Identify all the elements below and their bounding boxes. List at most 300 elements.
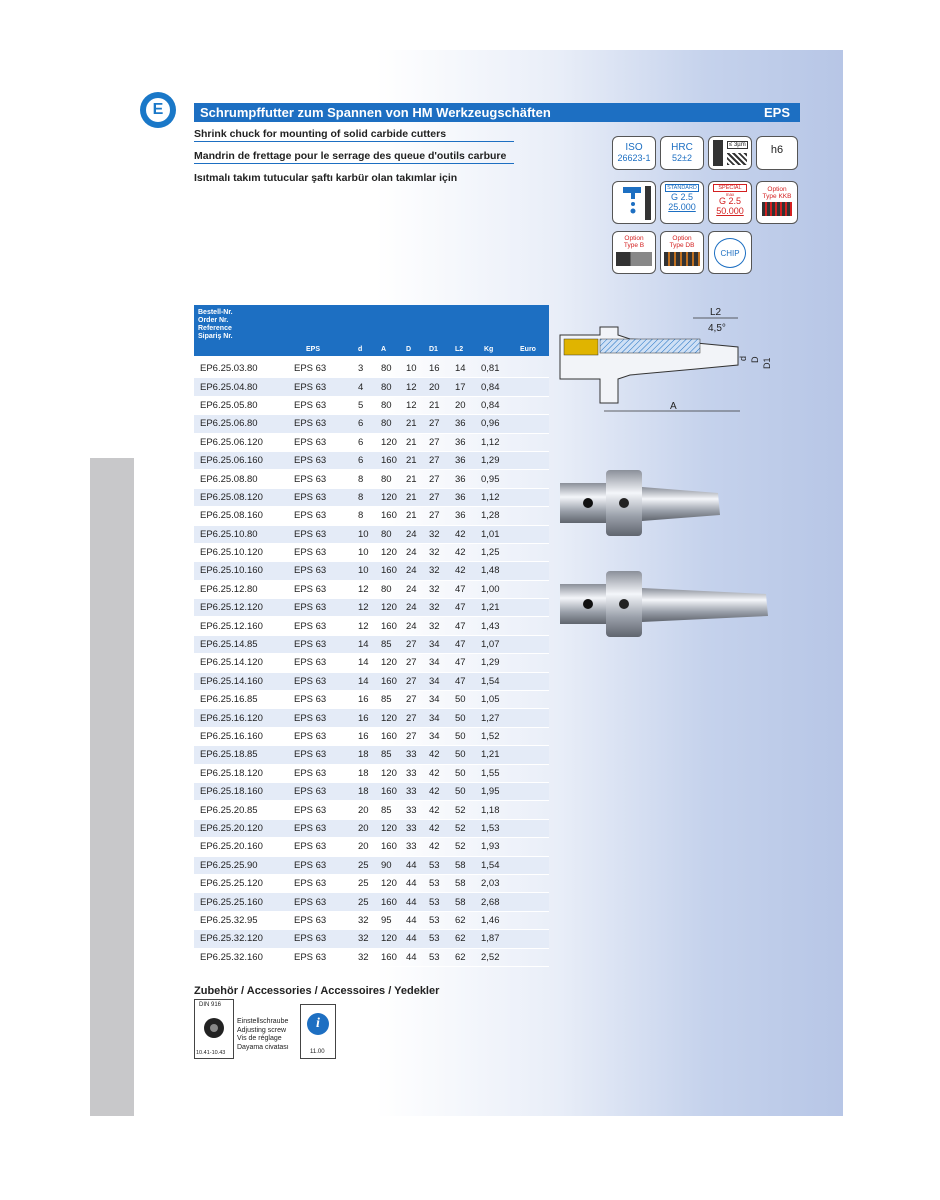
table-cell: EP6.25.20.85 bbox=[200, 804, 258, 816]
table-cell: 1,52 bbox=[481, 731, 500, 742]
table-cell: 36 bbox=[455, 455, 466, 467]
table-cell: 12 bbox=[358, 583, 369, 595]
table-cell: EP6.25.08.120 bbox=[200, 491, 263, 503]
table-cell: 0,84 bbox=[481, 381, 500, 393]
table-cell: 1,46 bbox=[481, 914, 500, 926]
table-cell: 21 bbox=[406, 510, 417, 522]
table-row bbox=[194, 801, 549, 819]
table-cell: 12 bbox=[406, 399, 417, 411]
table-row bbox=[194, 838, 549, 856]
table-cell: 27 bbox=[429, 418, 440, 430]
table-cell: 2,68 bbox=[481, 896, 500, 908]
table-cell: 32 bbox=[358, 933, 369, 945]
table-cell: 80 bbox=[381, 381, 392, 393]
table-row bbox=[194, 489, 549, 507]
iso-label: ISO bbox=[625, 142, 643, 153]
table-cell: EP6.25.12.120 bbox=[200, 602, 263, 614]
table-cell: 44 bbox=[406, 914, 417, 926]
option-b-type: Type B bbox=[623, 242, 645, 249]
table-cell: 21 bbox=[406, 436, 417, 448]
special-rpm: 50.000 bbox=[716, 206, 744, 216]
table-cell: EP6.25.08.80 bbox=[200, 473, 258, 485]
table-cell: 44 bbox=[406, 896, 417, 908]
table-cell: 24 bbox=[406, 602, 417, 614]
table-cell: 120 bbox=[381, 878, 397, 890]
standard-label: STANDARD bbox=[665, 184, 699, 192]
table-cell: 50 bbox=[455, 786, 466, 798]
info-box[interactable] bbox=[300, 1004, 336, 1059]
table-cell: 80 bbox=[381, 399, 392, 411]
option-kkb-label: Option bbox=[767, 186, 787, 193]
table-cell: 27 bbox=[406, 712, 417, 724]
table-row bbox=[194, 857, 549, 875]
table-cell: 62 bbox=[455, 914, 466, 926]
table-cell: 1,25 bbox=[481, 547, 500, 559]
accessory-screw[interactable] bbox=[194, 999, 234, 1059]
table-cell: 58 bbox=[455, 896, 466, 908]
table-cell: 24 bbox=[406, 565, 417, 577]
table-cell: EP6.25.18.120 bbox=[200, 767, 263, 779]
header-line: Bestell-Nr. bbox=[198, 309, 233, 316]
table-cell: 53 bbox=[429, 933, 440, 945]
subtitle-en: Shrink chuck for mounting of solid carbide cutters bbox=[194, 127, 514, 142]
table-row bbox=[194, 452, 549, 470]
table-cell: EPS 63 bbox=[294, 933, 327, 945]
table-cell: 160 bbox=[381, 620, 397, 632]
table-cell: EP6.25.12.160 bbox=[200, 620, 263, 632]
table-cell: EP6.25.06.120 bbox=[200, 436, 263, 448]
table-cell: 1,05 bbox=[481, 694, 500, 706]
table-cell: 14 bbox=[358, 657, 369, 669]
table-cell: EP6.25.03.80 bbox=[200, 363, 258, 375]
table-cell: 34 bbox=[429, 639, 440, 651]
table-cell: EPS 63 bbox=[294, 731, 327, 742]
table-cell: EP6.25.14.85 bbox=[200, 639, 258, 651]
table-cell: 27 bbox=[406, 731, 417, 742]
runout-icon bbox=[713, 140, 723, 166]
table-cell: 12 bbox=[358, 602, 369, 614]
coolant-badge bbox=[612, 181, 656, 224]
table-cell: 36 bbox=[455, 473, 466, 485]
table-cell: 32 bbox=[429, 583, 440, 595]
option-db-label: Option bbox=[672, 235, 692, 242]
table-cell: 20 bbox=[455, 399, 466, 411]
table-cell: EPS 63 bbox=[294, 767, 327, 779]
table-cell: 1,21 bbox=[481, 602, 500, 614]
table-cell: 2,52 bbox=[481, 951, 500, 963]
table-cell: EP6.25.08.160 bbox=[200, 510, 263, 522]
option-db-icon bbox=[664, 252, 700, 266]
kkb-icon bbox=[762, 202, 792, 216]
special-balance: G 2.5 bbox=[718, 196, 741, 206]
option-db-badge bbox=[660, 231, 704, 274]
table-cell: 20 bbox=[358, 804, 369, 816]
table-cell: 33 bbox=[406, 786, 417, 798]
table-cell: 27 bbox=[406, 639, 417, 651]
special-label: SPECIAL bbox=[713, 184, 747, 192]
table-cell: 160 bbox=[381, 455, 397, 467]
table-cell: 27 bbox=[406, 657, 417, 669]
table-row bbox=[194, 434, 549, 452]
screw-icon bbox=[204, 1018, 224, 1038]
table-cell: 42 bbox=[455, 565, 466, 577]
table-cell: EPS 63 bbox=[294, 528, 327, 540]
table-cell: EPS 63 bbox=[294, 455, 327, 467]
table-cell: EPS 63 bbox=[294, 510, 327, 522]
table-cell: 25 bbox=[358, 896, 369, 908]
label-angle: 4,5° bbox=[708, 323, 726, 334]
table-cell: EPS 63 bbox=[294, 841, 327, 853]
description-line: Adjusting screw bbox=[237, 1026, 287, 1034]
table-cell: 24 bbox=[406, 620, 417, 632]
table-cell: 47 bbox=[455, 675, 466, 687]
table-cell: 53 bbox=[429, 914, 440, 926]
header-line: Sipariş Nr. bbox=[198, 333, 233, 340]
table-cell: 47 bbox=[455, 657, 466, 669]
table-cell: EPS 63 bbox=[294, 786, 327, 798]
table-cell: 14 bbox=[455, 363, 466, 375]
table-cell: 10 bbox=[406, 363, 417, 375]
table-cell: 1,93 bbox=[481, 841, 500, 853]
table-cell: EP6.25.20.160 bbox=[200, 841, 263, 853]
table-cell: 50 bbox=[455, 712, 466, 724]
product-photo-short bbox=[558, 465, 778, 545]
col-a: A bbox=[381, 346, 387, 353]
table-cell: 120 bbox=[381, 602, 397, 614]
table-cell: 21 bbox=[406, 473, 417, 485]
tolerance-value: h6 bbox=[770, 144, 784, 156]
table-cell: 1,54 bbox=[481, 675, 500, 687]
table-cell: 33 bbox=[406, 749, 417, 761]
din-label: DIN 916 bbox=[199, 1002, 222, 1008]
table-cell: 52 bbox=[455, 822, 466, 834]
table-cell: 80 bbox=[381, 583, 392, 595]
table-cell: EP6.25.10.160 bbox=[200, 565, 263, 577]
table-cell: 47 bbox=[455, 583, 466, 595]
table-cell: 34 bbox=[429, 694, 440, 706]
table-cell: 27 bbox=[429, 455, 440, 467]
table-cell: 36 bbox=[455, 510, 466, 522]
table-cell: EP6.25.04.80 bbox=[200, 381, 258, 393]
table-cell: 16 bbox=[358, 712, 369, 724]
coolant-icon bbox=[613, 182, 656, 224]
table-cell: 42 bbox=[429, 804, 440, 816]
order-number-header bbox=[198, 309, 233, 341]
product-photo-long bbox=[558, 566, 778, 646]
table-cell: 1,48 bbox=[481, 565, 500, 577]
table-cell: EP6.25.14.120 bbox=[200, 657, 263, 669]
table-cell: 85 bbox=[381, 694, 392, 706]
col-l2: L2 bbox=[455, 346, 464, 353]
logo-letter: E bbox=[152, 101, 164, 118]
subtitle-tr: Isıtmalı takım tutucular şaftı karbür olan takımlar için bbox=[194, 172, 458, 184]
table-cell: 85 bbox=[381, 804, 392, 816]
table-cell: EPS 63 bbox=[294, 694, 327, 706]
standard-rpm: 25.000 bbox=[668, 202, 696, 212]
table-cell: 120 bbox=[381, 822, 397, 834]
hrc-label: HRC bbox=[671, 142, 693, 153]
special-balance-badge bbox=[708, 181, 752, 224]
option-db-type: Type DB bbox=[669, 242, 695, 249]
table-cell: EP6.25.18.85 bbox=[200, 749, 258, 761]
info-reference: 11.00 bbox=[310, 1049, 325, 1055]
standard-balance: G 2.5 bbox=[670, 192, 693, 202]
product-table bbox=[194, 360, 549, 967]
accessories-title: Zubehör / Accessories / Accessoires / Yedekler bbox=[194, 985, 440, 997]
table-cell: 1,27 bbox=[481, 712, 500, 724]
table-cell: 120 bbox=[381, 657, 397, 669]
table-cell: 16 bbox=[429, 363, 440, 375]
table-cell: EP6.25.12.80 bbox=[200, 583, 258, 595]
table-cell: 47 bbox=[455, 620, 466, 632]
table-cell: 1,00 bbox=[481, 583, 500, 595]
table-cell: 53 bbox=[429, 896, 440, 908]
table-cell: EPS 63 bbox=[294, 804, 327, 816]
label-d1: D1 bbox=[762, 357, 772, 369]
chip-icon: CHIP bbox=[714, 238, 746, 268]
table-cell: 8 bbox=[358, 491, 364, 503]
table-cell: EP6.25.25.160 bbox=[200, 896, 263, 908]
col-euro: Euro bbox=[520, 346, 536, 353]
hrc-value: 52±2 bbox=[672, 153, 692, 163]
label-l2: L2 bbox=[710, 307, 722, 318]
table-row bbox=[194, 709, 549, 727]
table-cell: 36 bbox=[455, 418, 466, 430]
accessory-description bbox=[237, 1018, 289, 1052]
table-cell: 1,12 bbox=[481, 491, 500, 503]
table-cell: 1,18 bbox=[481, 804, 500, 816]
table-row bbox=[194, 673, 549, 691]
table-cell: 18 bbox=[358, 786, 369, 798]
table-cell: 5 bbox=[358, 399, 364, 411]
option-b-label: Option bbox=[624, 235, 644, 242]
col-d: d bbox=[358, 346, 363, 353]
table-cell: 27 bbox=[406, 675, 417, 687]
table-cell: 10 bbox=[358, 528, 369, 540]
option-b-badge bbox=[612, 231, 656, 274]
table-cell: 1,01 bbox=[481, 528, 500, 540]
table-cell: EP6.25.06.80 bbox=[200, 418, 258, 430]
table-cell: 34 bbox=[429, 731, 440, 742]
table-row bbox=[194, 783, 549, 801]
table-cell: 160 bbox=[381, 510, 397, 522]
table-row bbox=[194, 746, 549, 764]
table-cell: 47 bbox=[455, 602, 466, 614]
table-cell: 32 bbox=[358, 914, 369, 926]
table-cell: 1,95 bbox=[481, 786, 500, 798]
table-cell: EPS 63 bbox=[294, 473, 327, 485]
table-row bbox=[194, 360, 549, 378]
table-cell: 1,55 bbox=[481, 767, 500, 779]
table-row bbox=[194, 912, 549, 930]
table-cell: 17 bbox=[455, 381, 466, 393]
table-row bbox=[194, 654, 549, 672]
table-cell: EP6.25.10.80 bbox=[200, 528, 258, 540]
table-cell: 20 bbox=[429, 381, 440, 393]
table-cell: EPS 63 bbox=[294, 620, 327, 632]
table-cell: EP6.25.32.95 bbox=[200, 914, 258, 926]
table-row bbox=[194, 397, 549, 415]
table-cell: EPS 63 bbox=[294, 547, 327, 559]
table-cell: 14 bbox=[358, 675, 369, 687]
col-eps: EPS bbox=[306, 346, 321, 353]
table-row bbox=[194, 470, 549, 488]
hrc-badge bbox=[660, 136, 704, 170]
table-cell: 160 bbox=[381, 841, 397, 853]
table-cell: EP6.25.10.120 bbox=[200, 547, 263, 559]
table-cell: EPS 63 bbox=[294, 436, 327, 448]
table-cell: 21 bbox=[406, 455, 417, 467]
table-cell: 44 bbox=[406, 933, 417, 945]
table-cell: EPS 63 bbox=[294, 565, 327, 577]
table-cell: 44 bbox=[406, 878, 417, 890]
table-cell: EPS 63 bbox=[294, 583, 327, 595]
table-cell: 42 bbox=[429, 841, 440, 853]
table-cell: 0,96 bbox=[481, 418, 500, 430]
table-cell: EP6.25.05.80 bbox=[200, 399, 258, 411]
table-row bbox=[194, 949, 549, 967]
table-cell: 47 bbox=[455, 639, 466, 651]
table-cell: 120 bbox=[381, 547, 397, 559]
table-cell: 50 bbox=[455, 731, 466, 742]
table-cell: 85 bbox=[381, 749, 392, 761]
table-cell: EPS 63 bbox=[294, 749, 327, 761]
table-cell: 85 bbox=[381, 639, 392, 651]
table-cell: EP6.25.16.120 bbox=[200, 712, 263, 724]
special-max: max bbox=[725, 192, 735, 197]
table-cell: 52 bbox=[455, 804, 466, 816]
table-cell: 34 bbox=[429, 675, 440, 687]
col-kg: Kg bbox=[484, 346, 494, 353]
col-d1: D1 bbox=[429, 346, 438, 353]
label-a: A bbox=[670, 401, 677, 412]
table-row bbox=[194, 581, 549, 599]
table-cell: 24 bbox=[406, 547, 417, 559]
table-cell: 1,53 bbox=[481, 822, 500, 834]
table-cell: 21 bbox=[406, 418, 417, 430]
table-cell: 16 bbox=[358, 731, 369, 742]
table-cell: 32 bbox=[429, 565, 440, 577]
table-cell: 32 bbox=[358, 951, 369, 963]
table-cell: 32 bbox=[429, 528, 440, 540]
option-b-icon bbox=[616, 252, 652, 266]
table-cell: 12 bbox=[358, 620, 369, 632]
technical-drawing bbox=[558, 303, 773, 418]
option-kkb-badge bbox=[756, 181, 798, 224]
table-cell: EPS 63 bbox=[294, 712, 327, 724]
runout-value: ≤ 3µm bbox=[729, 142, 746, 148]
table-cell: 6 bbox=[358, 455, 364, 467]
table-cell: EPS 63 bbox=[294, 675, 327, 687]
standard-balance-badge bbox=[660, 181, 704, 224]
table-row bbox=[194, 599, 549, 617]
table-cell: EP6.25.16.85 bbox=[200, 694, 258, 706]
table-cell: 53 bbox=[429, 878, 440, 890]
table-cell: 12 bbox=[406, 381, 417, 393]
table-row bbox=[194, 691, 549, 709]
table-cell: 58 bbox=[455, 878, 466, 890]
iso-badge bbox=[612, 136, 656, 170]
table-cell: EPS 63 bbox=[294, 859, 327, 871]
iso-number: 26623-1 bbox=[617, 153, 651, 163]
subtitle-fr: Mandrin de frettage pour le serrage des queue d'outils carbure bbox=[194, 149, 514, 164]
table-cell: 1,07 bbox=[481, 639, 500, 651]
table-cell: EPS 63 bbox=[294, 951, 327, 963]
table-cell: 3 bbox=[358, 363, 364, 375]
table-cell: 53 bbox=[429, 859, 440, 871]
tolerance-badge bbox=[756, 136, 798, 170]
runout-badge bbox=[708, 136, 752, 170]
table-cell: 1,21 bbox=[481, 749, 500, 761]
table-cell: 6 bbox=[358, 436, 364, 448]
table-cell: EPS 63 bbox=[294, 491, 327, 503]
table-cell: 34 bbox=[429, 657, 440, 669]
table-cell: 36 bbox=[455, 491, 466, 503]
table-row bbox=[194, 820, 549, 838]
table-cell: EP6.25.14.160 bbox=[200, 675, 263, 687]
table-cell: 160 bbox=[381, 786, 397, 798]
table-row bbox=[194, 893, 549, 911]
table-cell: 16 bbox=[358, 694, 369, 706]
table-cell: 120 bbox=[381, 933, 397, 945]
table-cell: 25 bbox=[358, 878, 369, 890]
table-cell: 44 bbox=[406, 859, 417, 871]
table-cell: 18 bbox=[358, 767, 369, 779]
table-cell: 10 bbox=[358, 547, 369, 559]
table-cell: 42 bbox=[429, 822, 440, 834]
table-row bbox=[194, 930, 549, 948]
brand-logo bbox=[140, 92, 176, 128]
table-cell: 21 bbox=[429, 399, 440, 411]
table-cell: 80 bbox=[381, 363, 392, 375]
table-cell: 24 bbox=[406, 528, 417, 540]
table-cell: 1,54 bbox=[481, 859, 500, 871]
table-cell: 1,29 bbox=[481, 455, 500, 467]
table-cell: 42 bbox=[429, 786, 440, 798]
header-line: Reference bbox=[198, 325, 232, 332]
table-cell: 42 bbox=[455, 547, 466, 559]
table-cell: 0,81 bbox=[481, 363, 500, 375]
side-tab bbox=[90, 458, 134, 1116]
description-line: Einstellschraube bbox=[237, 1018, 289, 1025]
table-cell: 58 bbox=[455, 859, 466, 871]
table-cell: 120 bbox=[381, 712, 397, 724]
table-row bbox=[194, 544, 549, 562]
table-cell: 14 bbox=[358, 639, 369, 651]
table-cell: 120 bbox=[381, 436, 397, 448]
table-row bbox=[194, 507, 549, 525]
table-cell: 62 bbox=[455, 951, 466, 963]
table-cell: 32 bbox=[429, 547, 440, 559]
table-row bbox=[194, 415, 549, 433]
table-row bbox=[194, 562, 549, 580]
table-cell: EPS 63 bbox=[294, 639, 327, 651]
table-cell: 8 bbox=[358, 510, 364, 522]
table-cell: 1,28 bbox=[481, 510, 500, 522]
col-big-d: D bbox=[406, 346, 412, 353]
table-cell: 1,12 bbox=[481, 436, 500, 448]
table-cell: 42 bbox=[455, 528, 466, 540]
table-cell: 42 bbox=[429, 767, 440, 779]
table-cell: EP6.25.32.160 bbox=[200, 951, 263, 963]
hatch-icon bbox=[727, 153, 747, 165]
table-header bbox=[194, 305, 549, 356]
table-cell: 1,29 bbox=[481, 657, 500, 669]
table-cell: EPS 63 bbox=[294, 381, 327, 393]
table-row bbox=[194, 617, 549, 635]
table-cell: 50 bbox=[455, 767, 466, 779]
table-cell: EPS 63 bbox=[294, 657, 327, 669]
